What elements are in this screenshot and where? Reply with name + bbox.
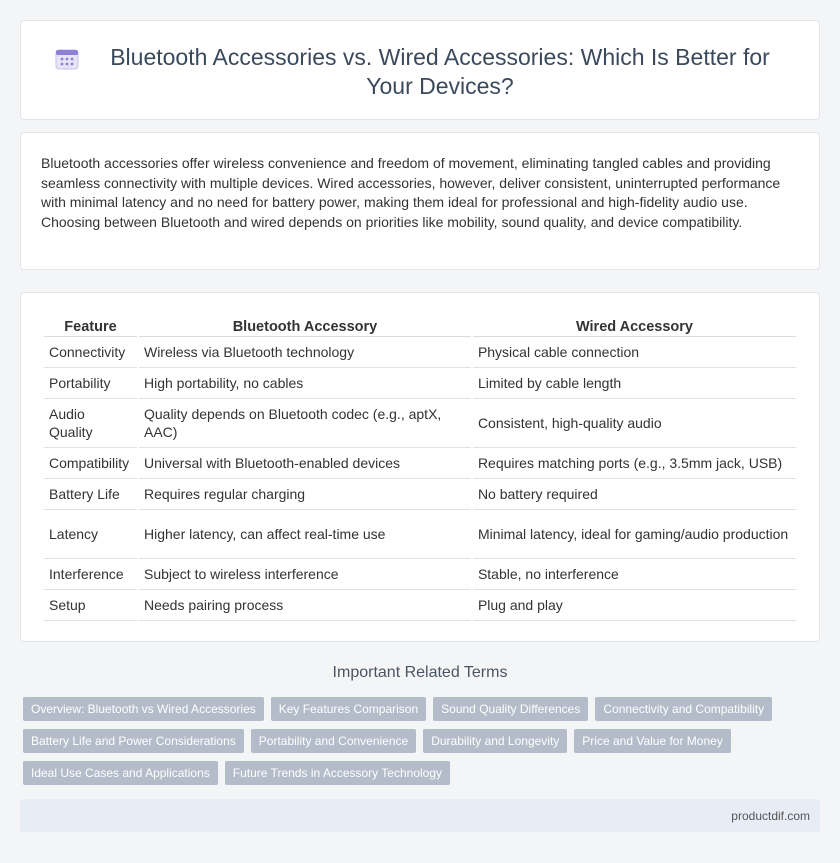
related-terms-heading: Important Related Terms (332, 664, 508, 681)
table-row (44, 590, 796, 621)
related-tag[interactable]: Price and Value for Money (574, 729, 731, 753)
feature-cell: Audio Quality (44, 399, 137, 448)
table-row (44, 448, 796, 479)
wired-cell: Minimal latency, ideal for gaming/audio production (473, 510, 796, 559)
related-tag[interactable]: Sound Quality Differences (433, 697, 588, 721)
wired-cell: Plug and play (473, 590, 796, 621)
wired-cell: No battery required (473, 479, 796, 510)
feature-cell: Interference (44, 559, 137, 590)
bluetooth-cell: Subject to wireless interference (139, 559, 471, 590)
table-row (44, 479, 796, 510)
wired-cell: Consistent, high-quality audio (473, 399, 796, 448)
related-tag[interactable]: Battery Life and Power Considerations (23, 729, 244, 753)
related-tag[interactable]: Overview: Bluetooth vs Wired Accessories (23, 697, 264, 721)
related-tag[interactable]: Connectivity and Compatibility (595, 697, 772, 721)
bluetooth-cell: High portability, no cables (139, 368, 471, 399)
footer-site-link[interactable]: productdif.com (731, 809, 810, 823)
bluetooth-cell: Requires regular charging (139, 479, 471, 510)
related-tag[interactable]: Durability and Longevity (423, 729, 567, 753)
related-terms-tags (23, 697, 823, 793)
table-header-row (44, 315, 796, 337)
table-row (44, 399, 796, 448)
bluetooth-cell: Higher latency, can affect real-time use (139, 510, 471, 559)
comparison-table (42, 315, 798, 621)
header-wired: Wired Accessory (473, 315, 796, 337)
related-tag[interactable]: Portability and Convenience (251, 729, 416, 753)
wired-cell: Physical cable connection (473, 337, 796, 368)
table-row (44, 559, 796, 590)
feature-cell: Setup (44, 590, 137, 621)
page-title: Bluetooth Accessories vs. Wired Accessories: Which Is Better for Your Devices? (110, 44, 770, 99)
feature-cell: Latency (44, 510, 137, 559)
header-card (20, 20, 820, 120)
table-row (44, 337, 796, 368)
intro-card (20, 132, 820, 270)
feature-cell: Battery Life (44, 479, 137, 510)
related-tag[interactable]: Future Trends in Accessory Technology (225, 761, 450, 785)
table-row (44, 510, 796, 559)
bluetooth-cell: Needs pairing process (139, 590, 471, 621)
wired-cell: Limited by cable length (473, 368, 796, 399)
bluetooth-cell: Quality depends on Bluetooth codec (e.g., aptX, AAC) (139, 399, 471, 448)
bluetooth-cell: Wireless via Bluetooth technology (139, 337, 471, 368)
header-feature: Feature (44, 315, 137, 337)
related-tag[interactable]: Key Features Comparison (271, 697, 426, 721)
related-tag[interactable]: Ideal Use Cases and Applications (23, 761, 218, 785)
feature-cell: Compatibility (44, 448, 137, 479)
footer-bar (20, 799, 820, 832)
table-row (44, 368, 796, 399)
bluetooth-cell: Universal with Bluetooth-enabled devices (139, 448, 471, 479)
feature-cell: Portability (44, 368, 137, 399)
feature-cell: Connectivity (44, 337, 137, 368)
intro-paragraph: Bluetooth accessories offer wireless convenience and freedom of movement, eliminating tangled cables and providing seamless connectivity with multiple devices. Wired accessories, however, deliver consistent, uninterrupted performance with minimal latency and no need for battery power, making them ideal for professional and high-fidelity audio use. Choosing between Bluetooth and wired depends on priorities like mobility, sound quality, and device compatibility. (41, 155, 781, 230)
wired-cell: Requires matching ports (e.g., 3.5mm jack, USB) (473, 448, 796, 479)
comparison-table-card (20, 292, 820, 642)
header-bluetooth: Bluetooth Accessory (139, 315, 471, 337)
wired-cell: Stable, no interference (473, 559, 796, 590)
